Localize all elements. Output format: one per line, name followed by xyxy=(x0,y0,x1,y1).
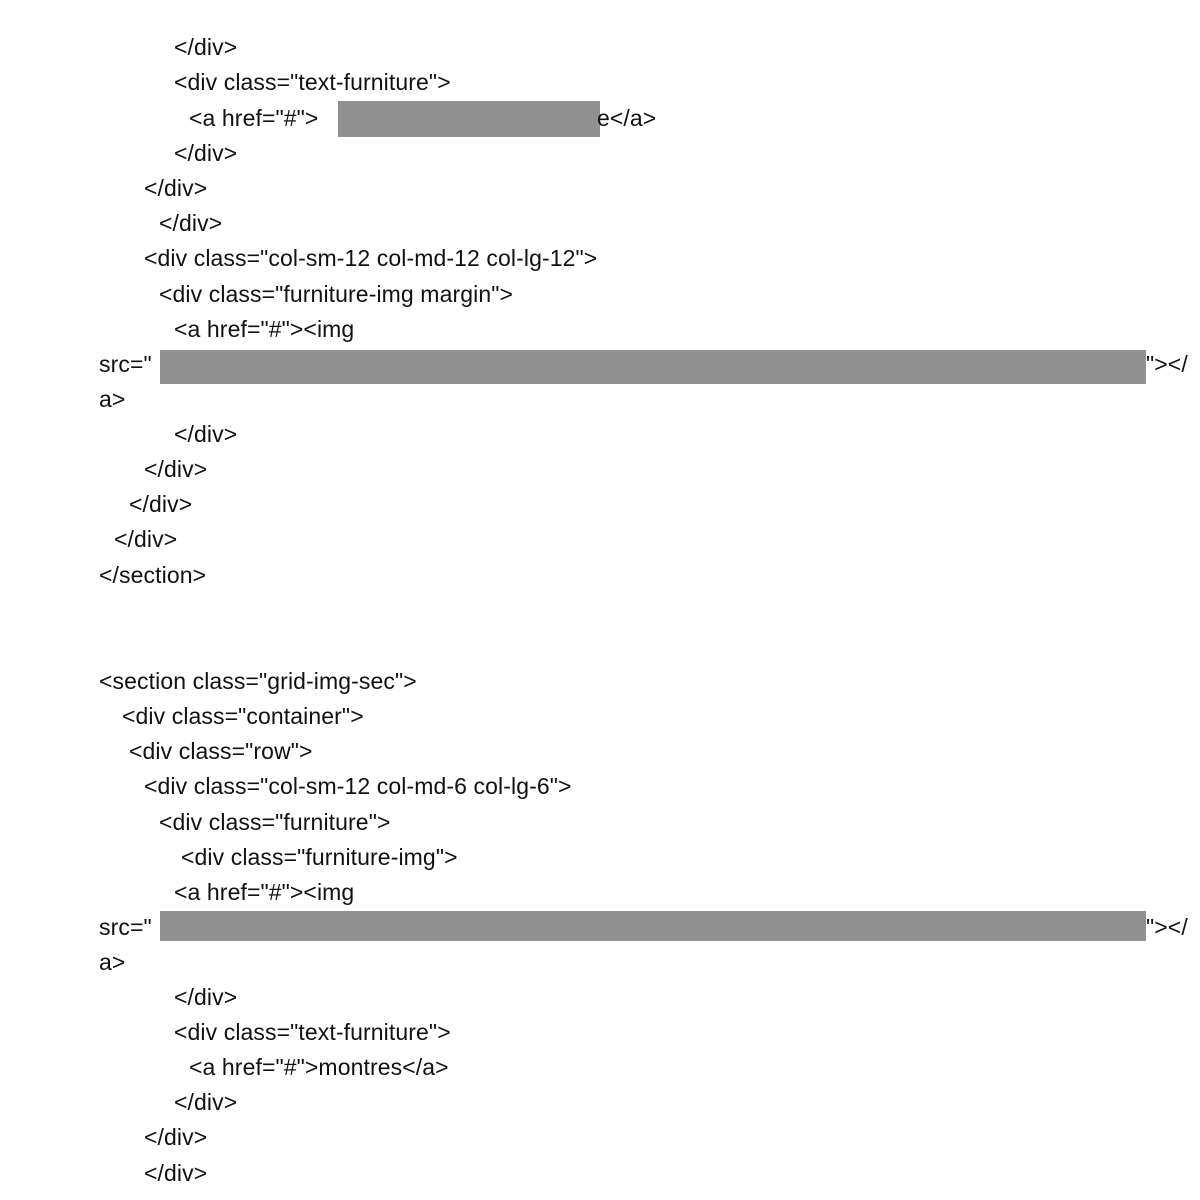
code-line: <div class="furniture"> xyxy=(159,809,391,835)
code-line: <div class="col-sm-12 col-md-12 col-lg-12"> xyxy=(144,245,598,271)
code-line: <div class="furniture-img"> xyxy=(181,844,458,870)
code-line: <div class="container"> xyxy=(122,703,364,729)
code-line: src=" xyxy=(99,914,152,940)
code-line: </div> xyxy=(174,984,238,1010)
code-line: src=" xyxy=(99,351,152,377)
code-line: <a href="#"> xyxy=(189,105,319,131)
code-line: "></ xyxy=(1146,351,1188,377)
code-line: </div> xyxy=(144,1160,208,1186)
code-line: e</a> xyxy=(597,105,657,131)
code-line: <div class="row"> xyxy=(129,738,313,764)
code-line: </div> xyxy=(144,175,208,201)
code-line: </div> xyxy=(159,210,223,236)
code-line: <div class="furniture-img margin"> xyxy=(159,281,514,307)
code-line: </div> xyxy=(129,491,193,517)
code-line: </div> xyxy=(114,526,178,552)
code-line: <section class="grid-img-sec"> xyxy=(99,668,417,694)
code-line: </div> xyxy=(174,1089,238,1115)
redaction-bar xyxy=(160,350,1146,384)
code-line: <a href="#"><img xyxy=(174,316,355,342)
code-line: <div class="text-furniture"> xyxy=(174,1019,451,1045)
code-line: <a href="#"><img xyxy=(174,879,355,905)
code-line: a> xyxy=(99,386,126,412)
code-line: </div> xyxy=(174,421,238,447)
code-line: </div> xyxy=(144,1124,208,1150)
code-line: a> xyxy=(99,949,126,975)
code-line: </section> xyxy=(99,562,207,588)
code-line: <a href="#">montres</a> xyxy=(189,1054,449,1080)
redaction-bar xyxy=(160,911,1146,941)
redaction-bar xyxy=(338,101,600,137)
code-line: "></ xyxy=(1146,914,1188,940)
code-line: <div class="text-furniture"> xyxy=(174,69,451,95)
code-line: <div class="col-sm-12 col-md-6 col-lg-6"> xyxy=(144,773,572,799)
code-line: </div> xyxy=(174,34,238,60)
code-line: </div> xyxy=(174,140,238,166)
code-line: </div> xyxy=(144,456,208,482)
